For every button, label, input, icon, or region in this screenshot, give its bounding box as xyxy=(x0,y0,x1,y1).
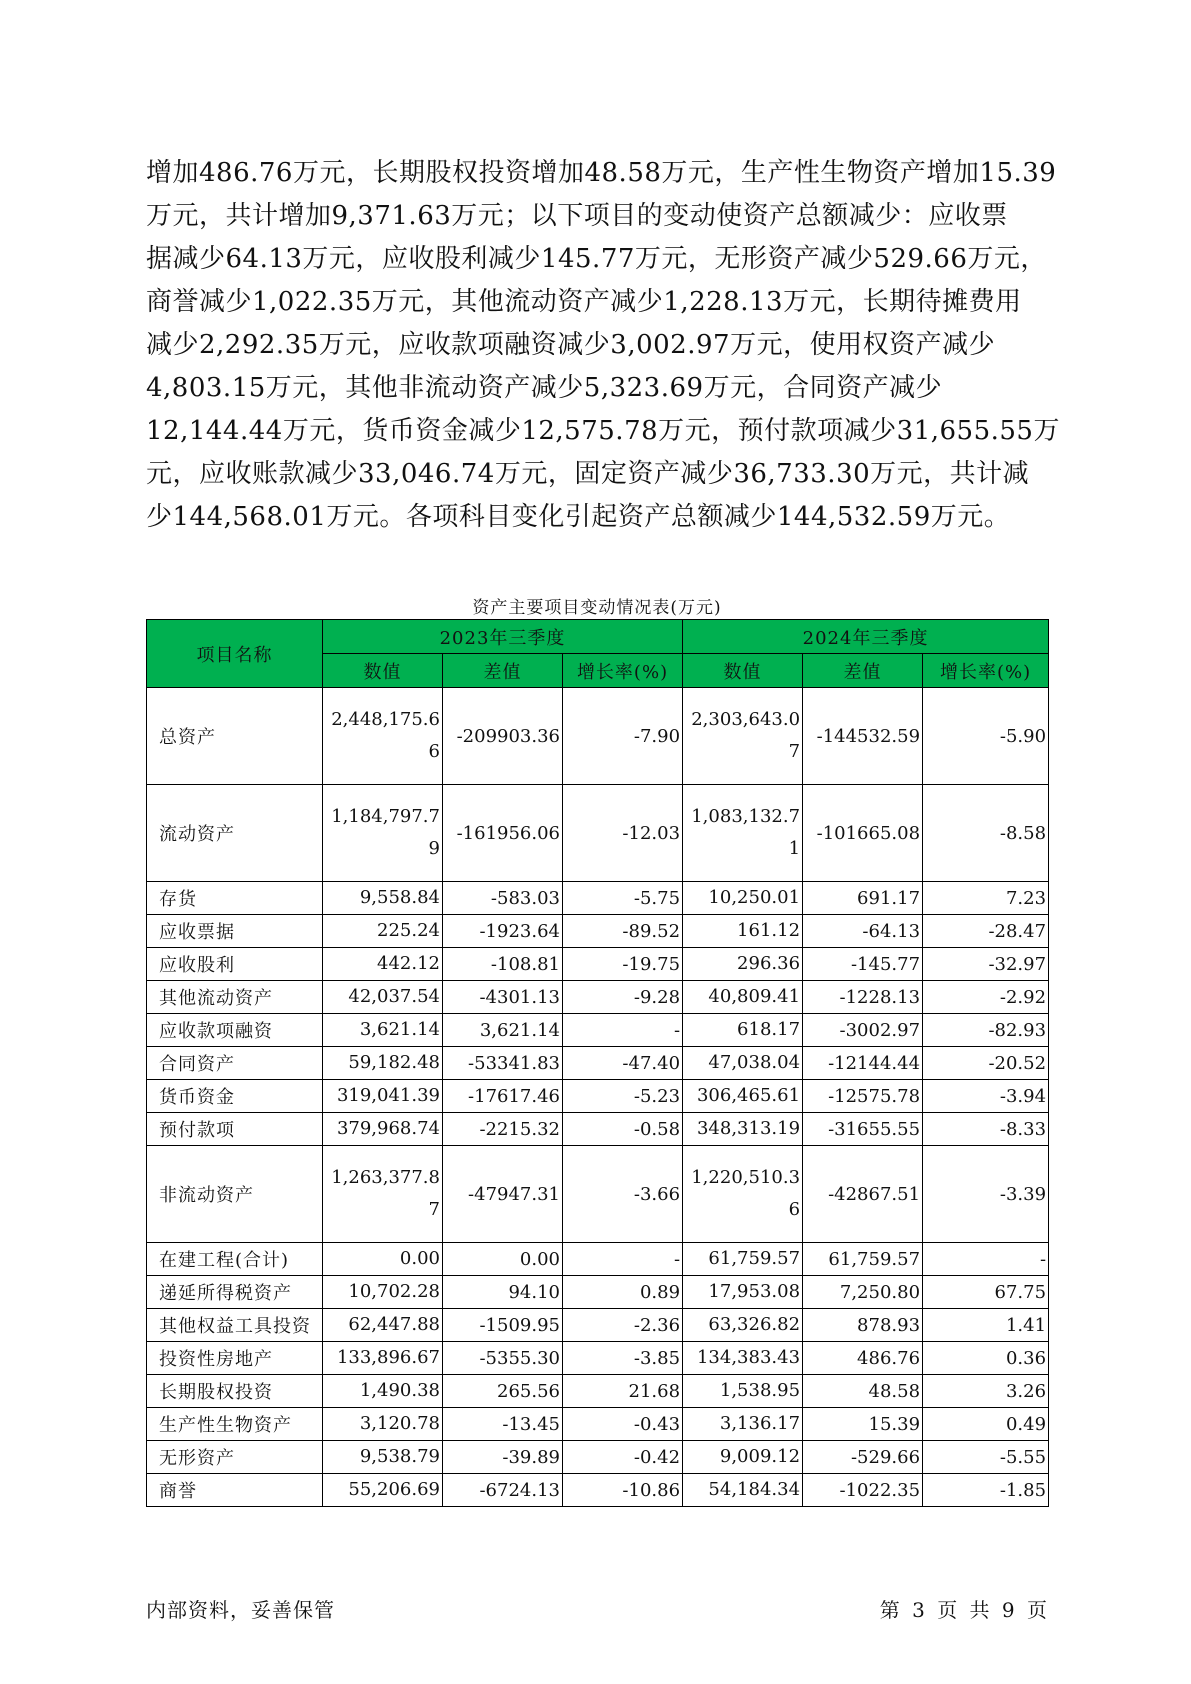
rate-2023-cell: 0.89 xyxy=(563,1276,683,1309)
table-row xyxy=(147,1113,1049,1146)
diff-2024-cell: 15.39 xyxy=(803,1408,923,1441)
diff-2024-cell: -3002.97 xyxy=(803,1014,923,1047)
row-name-cell: 商誉 xyxy=(147,1474,323,1507)
rate-2023-cell: -89.52 xyxy=(563,915,683,948)
value-2024-cell: 2,303,643.07 xyxy=(683,688,803,785)
row-name-cell: 存货 xyxy=(147,882,323,915)
table-row xyxy=(147,981,1049,1014)
rate-2023-cell: -2.36 xyxy=(563,1309,683,1342)
value-2024-cell: 47,038.04 xyxy=(683,1047,803,1080)
rate-2023-cell: -0.58 xyxy=(563,1113,683,1146)
header-item-name: 项目名称 xyxy=(147,620,323,688)
rate-2024-cell: -5.55 xyxy=(923,1441,1049,1474)
value-2023-cell: 55,206.69 xyxy=(323,1474,443,1507)
value-2024-cell: 161.12 xyxy=(683,915,803,948)
rate-2023-cell: -47.40 xyxy=(563,1047,683,1080)
table-row xyxy=(147,882,1049,915)
diff-2023-cell: 0.00 xyxy=(443,1243,563,1276)
rate-2023-cell: -0.42 xyxy=(563,1441,683,1474)
rate-2023-cell: -0.43 xyxy=(563,1408,683,1441)
value-2023-cell: 1,184,797.79 xyxy=(323,785,443,882)
rate-2024-cell: - xyxy=(923,1243,1049,1276)
rate-2023-cell: -5.23 xyxy=(563,1080,683,1113)
row-name-cell: 生产性生物资产 xyxy=(147,1408,323,1441)
table-row xyxy=(147,948,1049,981)
rate-2023-cell: 21.68 xyxy=(563,1375,683,1408)
table-row xyxy=(147,1474,1049,1507)
paragraph-line: 据减少64.13万元，应收股利减少145.77万元，无形资产减少529.66万元， xyxy=(146,244,1047,274)
paragraph-line: 12,144.44万元，货币资金减少12,575.78万元，预付款项减少31,655.55万 xyxy=(146,416,1060,446)
paragraph-line: 增加486.76万元，长期股权投资增加48.58万元，生产性生物资产增加15.39 xyxy=(146,158,1057,188)
paragraph-line: 商誉减少1,022.35万元，其他流动资产减少1,228.13万元，长期待摊费用 xyxy=(146,287,1022,317)
rate-2024-cell: -5.90 xyxy=(923,688,1049,785)
footer-confidential-note: 内部资料，妥善保管 xyxy=(146,1598,335,1622)
asset-change-table xyxy=(146,619,1049,1507)
value-2023-cell: 0.00 xyxy=(323,1243,443,1276)
row-name-cell: 其他权益工具投资 xyxy=(147,1309,323,1342)
table-body xyxy=(147,688,1049,1507)
value-2024-cell: 54,184.34 xyxy=(683,1474,803,1507)
header-period-2024: 2024年三季度 xyxy=(683,620,1049,654)
diff-2023-cell: -5355.30 xyxy=(443,1342,563,1375)
value-2023-cell: 3,621.14 xyxy=(323,1014,443,1047)
diff-2023-cell: -4301.13 xyxy=(443,981,563,1014)
rate-2024-cell: 1.41 xyxy=(923,1309,1049,1342)
diff-2023-cell: -1923.64 xyxy=(443,915,563,948)
diff-2024-cell: -101665.08 xyxy=(803,785,923,882)
header-rate: 增长率(%) xyxy=(563,654,683,688)
value-2023-cell: 1,490.38 xyxy=(323,1375,443,1408)
rate-2024-cell: -8.58 xyxy=(923,785,1049,882)
rate-2023-cell: -9.28 xyxy=(563,981,683,1014)
rate-2024-cell: -3.39 xyxy=(923,1146,1049,1243)
rate-2024-cell: -32.97 xyxy=(923,948,1049,981)
rate-2023-cell: -5.75 xyxy=(563,882,683,915)
diff-2023-cell: 94.10 xyxy=(443,1276,563,1309)
diff-2023-cell: -53341.83 xyxy=(443,1047,563,1080)
diff-2023-cell: -583.03 xyxy=(443,882,563,915)
rate-2024-cell: -8.33 xyxy=(923,1113,1049,1146)
rate-2024-cell: -2.92 xyxy=(923,981,1049,1014)
value-2023-cell: 442.12 xyxy=(323,948,443,981)
value-2023-cell: 9,558.84 xyxy=(323,882,443,915)
rate-2023-cell: -3.85 xyxy=(563,1342,683,1375)
row-name-cell: 无形资产 xyxy=(147,1441,323,1474)
rate-2024-cell: -1.85 xyxy=(923,1474,1049,1507)
diff-2024-cell: -12144.44 xyxy=(803,1047,923,1080)
rate-2023-cell: - xyxy=(563,1014,683,1047)
diff-2024-cell: -1022.35 xyxy=(803,1474,923,1507)
diff-2024-cell: 486.76 xyxy=(803,1342,923,1375)
table-row xyxy=(147,1014,1049,1047)
row-name-cell: 投资性房地产 xyxy=(147,1342,323,1375)
row-name-cell: 长期股权投资 xyxy=(147,1375,323,1408)
value-2023-cell: 225.24 xyxy=(323,915,443,948)
table-row xyxy=(147,785,1049,882)
value-2024-cell: 3,136.17 xyxy=(683,1408,803,1441)
paragraph-line: 少144,568.01万元。各项科目变化引起资产总额减少144,532.59万元。 xyxy=(146,502,1011,532)
table-header-row xyxy=(147,620,1049,654)
table-row xyxy=(147,688,1049,785)
diff-2023-cell: -13.45 xyxy=(443,1408,563,1441)
rate-2024-cell: 3.26 xyxy=(923,1375,1049,1408)
table-row xyxy=(147,1375,1049,1408)
row-name-cell: 流动资产 xyxy=(147,785,323,882)
header-diff: 差值 xyxy=(443,654,563,688)
row-name-cell: 应收款项融资 xyxy=(147,1014,323,1047)
diff-2024-cell: -31655.55 xyxy=(803,1113,923,1146)
header-rate: 增长率(%) xyxy=(923,654,1049,688)
value-2024-cell: 134,383.43 xyxy=(683,1342,803,1375)
rate-2023-cell: -7.90 xyxy=(563,688,683,785)
value-2024-cell: 9,009.12 xyxy=(683,1441,803,1474)
diff-2023-cell: -47947.31 xyxy=(443,1146,563,1243)
value-2024-cell: 306,465.61 xyxy=(683,1080,803,1113)
rate-2024-cell: -3.94 xyxy=(923,1080,1049,1113)
row-name-cell: 应收股利 xyxy=(147,948,323,981)
paragraph-line: 元，应收账款减少33,046.74万元，固定资产减少36,733.30万元，共计减 xyxy=(146,459,1030,489)
diff-2023-cell: -6724.13 xyxy=(443,1474,563,1507)
diff-2024-cell: -145.77 xyxy=(803,948,923,981)
rate-2023-cell: -10.86 xyxy=(563,1474,683,1507)
footer-page-number: 第 3 页 共 9 页 xyxy=(879,1598,1048,1622)
diff-2024-cell: 878.93 xyxy=(803,1309,923,1342)
row-name-cell: 应收票据 xyxy=(147,915,323,948)
value-2023-cell: 62,447.88 xyxy=(323,1309,443,1342)
rate-2024-cell: -82.93 xyxy=(923,1014,1049,1047)
value-2023-cell: 59,182.48 xyxy=(323,1047,443,1080)
value-2023-cell: 133,896.67 xyxy=(323,1342,443,1375)
table-row xyxy=(147,1080,1049,1113)
body-paragraph xyxy=(146,152,1060,539)
diff-2023-cell: -17617.46 xyxy=(443,1080,563,1113)
rate-2024-cell: -20.52 xyxy=(923,1047,1049,1080)
row-name-cell: 在建工程(合计) xyxy=(147,1243,323,1276)
paragraph-line: 4,803.15万元，其他非流动资产减少5,323.69万元，合同资产减少 xyxy=(146,373,943,403)
diff-2023-cell: -2215.32 xyxy=(443,1113,563,1146)
diff-2024-cell: -1228.13 xyxy=(803,981,923,1014)
rate-2024-cell: 67.75 xyxy=(923,1276,1049,1309)
value-2023-cell: 42,037.54 xyxy=(323,981,443,1014)
header-value: 数值 xyxy=(323,654,443,688)
row-name-cell: 非流动资产 xyxy=(147,1146,323,1243)
table-row xyxy=(147,1276,1049,1309)
diff-2024-cell: 691.17 xyxy=(803,882,923,915)
value-2024-cell: 40,809.41 xyxy=(683,981,803,1014)
table-row xyxy=(147,1441,1049,1474)
diff-2023-cell: -209903.36 xyxy=(443,688,563,785)
diff-2023-cell: -161956.06 xyxy=(443,785,563,882)
header-period-2023: 2023年三季度 xyxy=(323,620,683,654)
table-row xyxy=(147,1243,1049,1276)
rate-2024-cell: 0.36 xyxy=(923,1342,1049,1375)
value-2024-cell: 63,326.82 xyxy=(683,1309,803,1342)
diff-2024-cell: -144532.59 xyxy=(803,688,923,785)
value-2024-cell: 618.17 xyxy=(683,1014,803,1047)
diff-2024-cell: -529.66 xyxy=(803,1441,923,1474)
rate-2024-cell: -28.47 xyxy=(923,915,1049,948)
value-2024-cell: 10,250.01 xyxy=(683,882,803,915)
paragraph-line: 减少2,292.35万元，应收款项融资减少3,002.97万元，使用权资产减少 xyxy=(146,330,996,360)
diff-2024-cell: 7,250.80 xyxy=(803,1276,923,1309)
value-2024-cell: 17,953.08 xyxy=(683,1276,803,1309)
table-caption: 资产主要项目变动情况表(万元) xyxy=(472,598,722,618)
row-name-cell: 货币资金 xyxy=(147,1080,323,1113)
row-name-cell: 预付款项 xyxy=(147,1113,323,1146)
diff-2023-cell: -1509.95 xyxy=(443,1309,563,1342)
diff-2024-cell: 61,759.57 xyxy=(803,1243,923,1276)
row-name-cell: 总资产 xyxy=(147,688,323,785)
rate-2024-cell: 7.23 xyxy=(923,882,1049,915)
value-2023-cell: 2,448,175.66 xyxy=(323,688,443,785)
value-2024-cell: 1,083,132.71 xyxy=(683,785,803,882)
diff-2023-cell: 265.56 xyxy=(443,1375,563,1408)
value-2024-cell: 348,313.19 xyxy=(683,1113,803,1146)
table-row xyxy=(147,1342,1049,1375)
value-2024-cell: 61,759.57 xyxy=(683,1243,803,1276)
value-2024-cell: 1,538.95 xyxy=(683,1375,803,1408)
value-2023-cell: 9,538.79 xyxy=(323,1441,443,1474)
table-row xyxy=(147,1047,1049,1080)
diff-2024-cell: 48.58 xyxy=(803,1375,923,1408)
rate-2023-cell: -19.75 xyxy=(563,948,683,981)
rate-2024-cell: 0.49 xyxy=(923,1408,1049,1441)
value-2024-cell: 296.36 xyxy=(683,948,803,981)
diff-2023-cell: 3,621.14 xyxy=(443,1014,563,1047)
row-name-cell: 合同资产 xyxy=(147,1047,323,1080)
value-2024-cell: 1,220,510.36 xyxy=(683,1146,803,1243)
rate-2023-cell: - xyxy=(563,1243,683,1276)
value-2023-cell: 10,702.28 xyxy=(323,1276,443,1309)
diff-2023-cell: -108.81 xyxy=(443,948,563,981)
rate-2023-cell: -3.66 xyxy=(563,1146,683,1243)
header-value: 数值 xyxy=(683,654,803,688)
row-name-cell: 其他流动资产 xyxy=(147,981,323,1014)
value-2023-cell: 3,120.78 xyxy=(323,1408,443,1441)
table-row xyxy=(147,915,1049,948)
row-name-cell: 递延所得税资产 xyxy=(147,1276,323,1309)
diff-2024-cell: -64.13 xyxy=(803,915,923,948)
value-2023-cell: 379,968.74 xyxy=(323,1113,443,1146)
value-2023-cell: 319,041.39 xyxy=(323,1080,443,1113)
table-row xyxy=(147,1146,1049,1243)
diff-2024-cell: -12575.78 xyxy=(803,1080,923,1113)
paragraph-line: 万元，共计增加9,371.63万元；以下项目的变动使资产总额减少：应收票 xyxy=(146,201,1008,231)
value-2023-cell: 1,263,377.87 xyxy=(323,1146,443,1243)
table-row xyxy=(147,1408,1049,1441)
header-diff: 差值 xyxy=(803,654,923,688)
diff-2023-cell: -39.89 xyxy=(443,1441,563,1474)
diff-2024-cell: -42867.51 xyxy=(803,1146,923,1243)
rate-2023-cell: -12.03 xyxy=(563,785,683,882)
table-row xyxy=(147,1309,1049,1342)
